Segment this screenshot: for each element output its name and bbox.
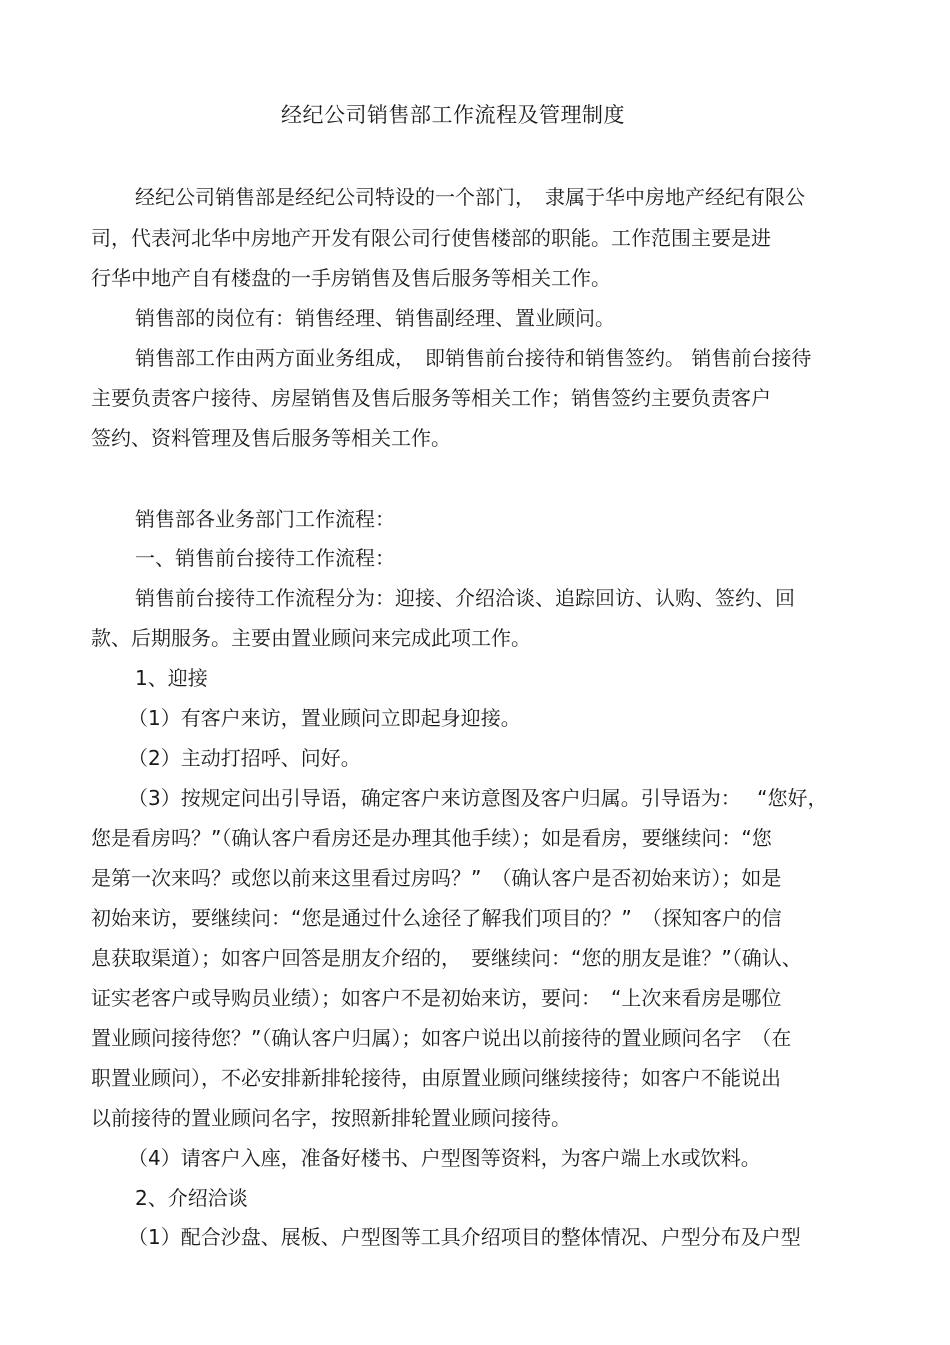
paragraph-line: 款、后期服务。主要由置业顾问来完成此项工作。	[91, 626, 531, 650]
paragraph-line: 销售部的岗位有：销售经理、销售副经理、置业顾问。	[135, 306, 615, 330]
paragraph-line: 证实老客户或导购员业绩）；如客户不是初始来访，要问： “上次来看房是哪位	[91, 986, 782, 1010]
list-item: （1）配合沙盘、展板、户型图等工具介绍项目的整体情况、户型分布及户型	[128, 1225, 801, 1249]
document-title: 经纪公司销售部工作流程及管理制度	[281, 103, 625, 127]
paragraph-line: 置业顾问接待您？”（确认客户归属）；如客户说出以前接待的置业顾问名字 （在	[91, 1026, 792, 1050]
paragraph-line: 初始来访，要继续问：“您是通过什么途径了解我们项目的？” （探知客户的信	[91, 906, 782, 930]
list-item: （2）主动打招呼、问好。	[128, 746, 361, 770]
paragraph-line: 销售部工作由两方面业务组成， 即销售前台接待和销售签约。 销售前台接待	[135, 346, 812, 370]
paragraph-line: 司，代表河北华中房地产开发有限公司行使售楼部的职能。工作范围主要是进	[91, 226, 771, 250]
subsection-heading: 1、迎接	[135, 666, 208, 690]
paragraph-line: 行华中地产自有楼盘的一手房销售及售后服务等相关工作。	[91, 266, 611, 290]
paragraph-line: 签约、资料管理及售后服务等相关工作。	[91, 426, 451, 450]
section-heading: 一、销售前台接待工作流程：	[135, 546, 395, 570]
paragraph-line: 以前接待的置业顾问名字，按照新排轮置业顾问接待。	[91, 1106, 571, 1130]
list-item: （1）有客户来访，置业顾问立即起身迎接。	[128, 706, 521, 730]
paragraph-line: 您是看房吗？”（确认客户看房还是办理其他手续）；如是看房，要继续问：“您	[91, 826, 772, 850]
paragraph-line: 职置业顾问），不必安排新排轮接待，由原置业顾问继续接待；如客户不能说出	[91, 1066, 781, 1090]
paragraph-line: 经纪公司销售部是经纪公司特设的一个部门， 隶属于华中房地产经纪有限公	[135, 185, 805, 209]
paragraph-line: 息获取渠道）；如客户回答是朋友介绍的， 要继续问：“您的朋友是谁？”（确认、	[91, 946, 802, 970]
subsection-heading: 2、介绍洽谈	[135, 1186, 248, 1210]
paragraph-line: 主要负责客户接待、房屋销售及售后服务等相关工作；销售签约主要负责客户	[91, 386, 771, 410]
list-item: （3）按规定问出引导语，确定客户来访意图及客户归属。引导语为： “您好，	[128, 786, 828, 810]
paragraph-line: 销售前台接待工作流程分为：迎接、介绍洽谈、追踪回访、认购、签约、回	[135, 586, 795, 610]
section-heading: 销售部各业务部门工作流程：	[135, 507, 395, 531]
list-item: （4）请客户入座，准备好楼书、户型图等资料，为客户端上水或饮料。	[128, 1146, 761, 1170]
paragraph-line: 是第一次来吗？或您以前来这里看过房吗？” （确认客户是否初始来访）；如是	[91, 866, 782, 890]
